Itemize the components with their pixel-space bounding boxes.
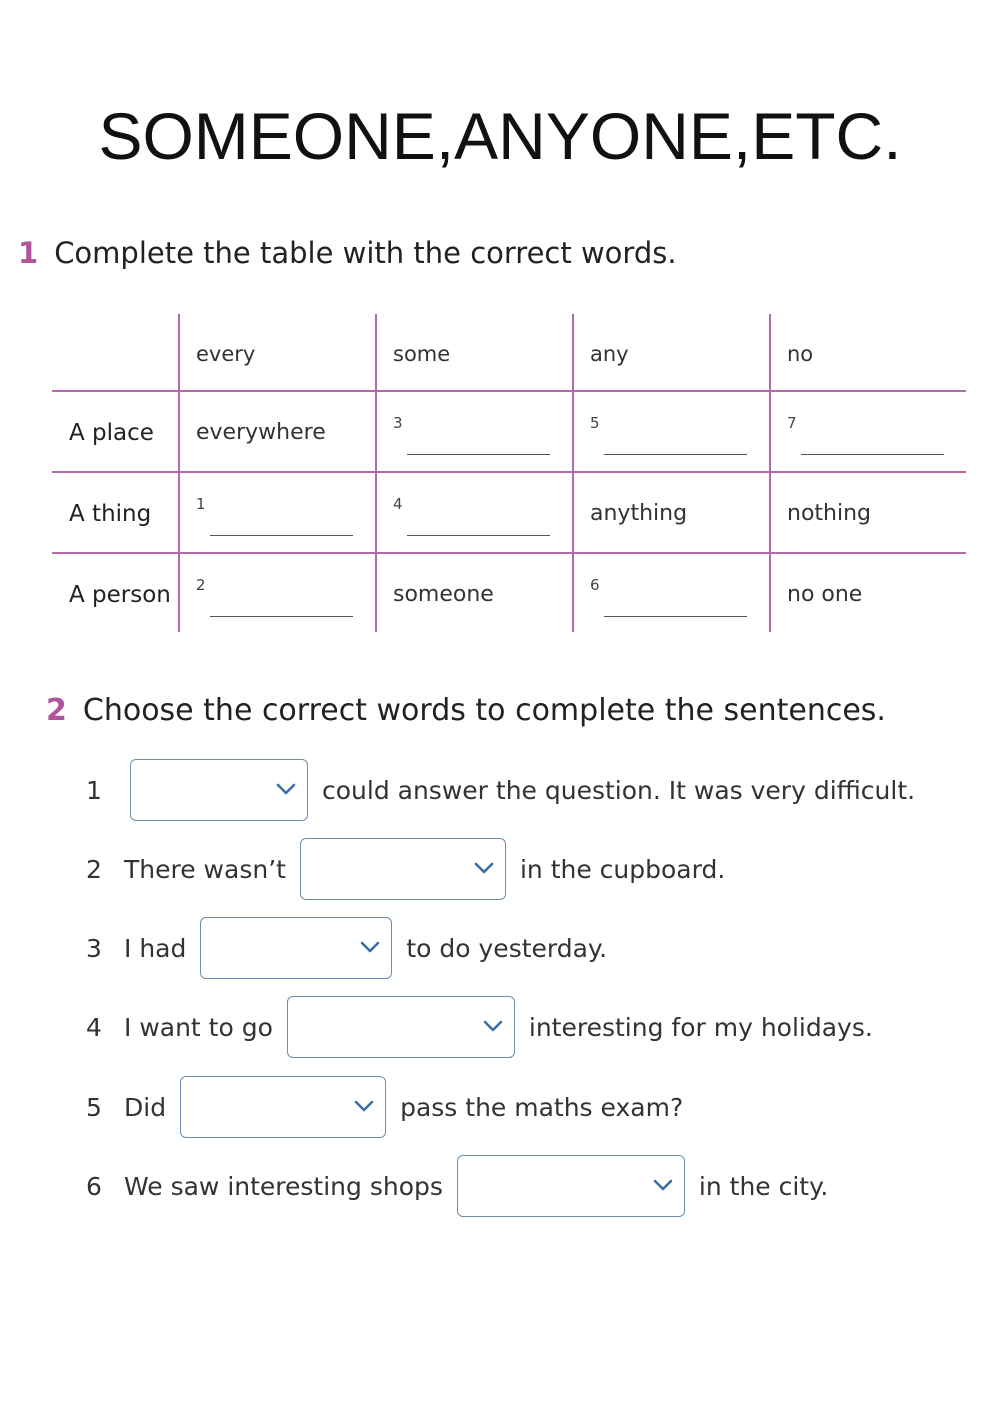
exercise-1-heading <box>18 236 677 270</box>
answer-dropdown-6[interactable] <box>457 1155 685 1217</box>
table-divider <box>178 314 180 632</box>
column-header-any: any <box>590 342 629 366</box>
blank-5[interactable] <box>590 414 750 458</box>
blank-line <box>210 535 353 536</box>
blank-1[interactable] <box>196 495 356 539</box>
blank-6[interactable] <box>590 576 750 620</box>
answer-dropdown-3[interactable] <box>200 917 392 979</box>
blank-3[interactable] <box>393 414 553 458</box>
blank-line <box>801 454 944 455</box>
sentence-text-before: We saw interesting shops <box>124 1171 443 1201</box>
table-divider <box>375 314 377 632</box>
blank-line <box>604 616 747 617</box>
blank-number: 5 <box>590 414 600 432</box>
blank-number: 6 <box>590 576 600 594</box>
blank-number: 3 <box>393 414 403 432</box>
row-label-thing: A thing <box>69 501 152 527</box>
table-divider <box>52 471 966 473</box>
sentence-number: 1 <box>86 775 102 805</box>
chevron-down-icon <box>652 1174 674 1196</box>
sentence-text-after: pass the maths exam? <box>400 1092 684 1122</box>
blank-line <box>210 616 353 617</box>
exercise-1-instruction: Complete the table with the correct words. <box>54 236 677 270</box>
sentence-text-after: in the cupboard. <box>519 854 726 884</box>
blank-4[interactable] <box>393 495 553 539</box>
blank-number: 4 <box>393 495 403 513</box>
blank-line <box>407 535 550 536</box>
sentence-1 <box>86 759 915 821</box>
answer-dropdown-5[interactable] <box>180 1076 386 1138</box>
exercise-2-instruction: Choose the correct words to complete the sentences. <box>82 693 886 728</box>
page-title: SOMEONE,ANYONE,ETC. <box>98 99 902 173</box>
exercise-1-number: 1 <box>18 236 39 270</box>
blank-2[interactable] <box>196 576 356 620</box>
sentence-number: 5 <box>86 1092 102 1122</box>
sentence-text-before: There wasn’t <box>124 854 286 884</box>
blank-line <box>407 454 550 455</box>
table-cell-anything: anything <box>590 501 688 526</box>
blank-number: 7 <box>787 414 797 432</box>
row-label-place: A place <box>69 420 154 446</box>
table-divider <box>572 314 574 632</box>
exercise-2-heading <box>46 693 886 728</box>
table-divider <box>52 552 966 554</box>
exercise-2-number: 2 <box>46 693 67 728</box>
sentence-4 <box>86 996 873 1058</box>
table-cell-everywhere: everywhere <box>196 420 326 445</box>
sentence-number: 3 <box>86 933 102 963</box>
chevron-down-icon <box>275 778 297 800</box>
sentence-text-after: to do yesterday. <box>406 933 608 963</box>
sentence-6 <box>86 1155 828 1217</box>
table-cell-no-one: no one <box>787 582 863 607</box>
sentence-number: 4 <box>86 1012 102 1042</box>
chevron-down-icon <box>353 1095 375 1117</box>
blank-line <box>604 454 747 455</box>
table-divider <box>52 390 966 392</box>
answer-dropdown-2[interactable] <box>300 838 506 900</box>
answer-dropdown-1[interactable] <box>130 759 308 821</box>
words-table <box>52 314 966 632</box>
sentence-text-before: Did <box>124 1092 167 1122</box>
sentence-2 <box>86 838 725 900</box>
sentence-text-before: I want to go <box>124 1012 273 1042</box>
blank-number: 1 <box>196 495 206 513</box>
blank-number: 2 <box>196 576 206 594</box>
sentence-number: 6 <box>86 1171 102 1201</box>
sentence-number: 2 <box>86 854 102 884</box>
sentence-text-after: in the city. <box>698 1171 829 1201</box>
answer-dropdown-4[interactable] <box>287 996 515 1058</box>
column-header-no: no <box>787 342 814 366</box>
table-cell-someone: someone <box>393 582 494 607</box>
chevron-down-icon <box>482 1015 504 1037</box>
blank-7[interactable] <box>787 414 947 458</box>
sentence-text-before: I had <box>124 933 187 963</box>
column-header-some: some <box>393 342 451 366</box>
table-divider <box>769 314 771 632</box>
sentence-text-after: interesting for my holidays. <box>528 1012 873 1042</box>
sentence-text-after: could answer the question. It was very difficult. <box>322 775 916 805</box>
row-label-person: A person <box>69 582 171 608</box>
sentence-5 <box>86 1076 683 1138</box>
chevron-down-icon <box>359 936 381 958</box>
chevron-down-icon <box>473 857 495 879</box>
table-cell-nothing: nothing <box>787 501 871 526</box>
sentence-3 <box>86 917 607 979</box>
column-header-every: every <box>196 342 256 366</box>
